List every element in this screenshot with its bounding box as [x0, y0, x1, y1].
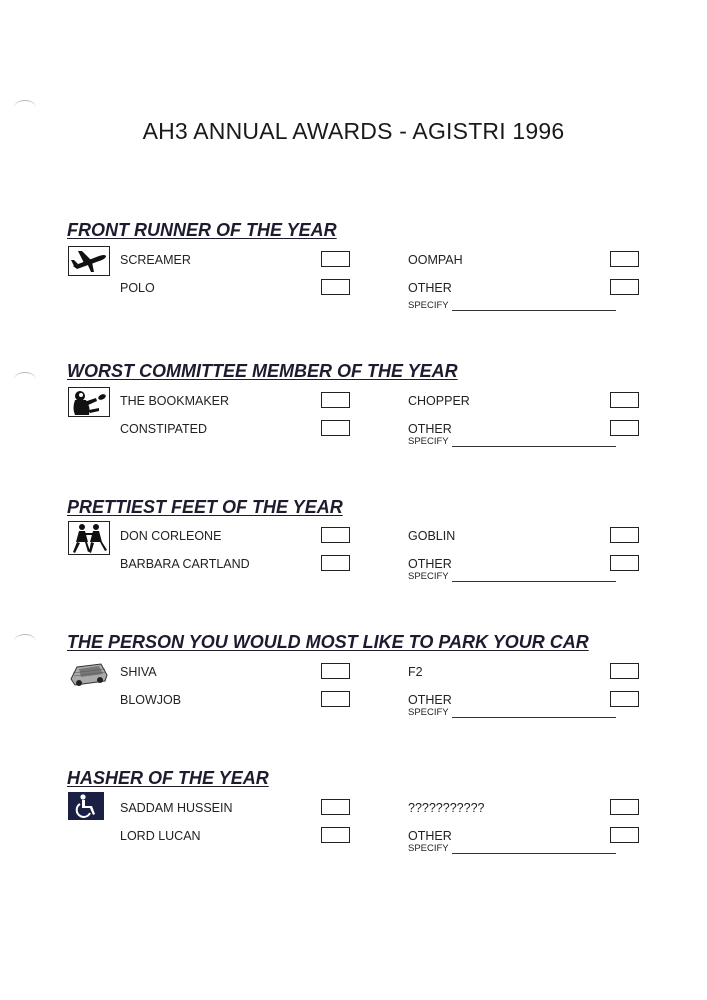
- award-section-prettiest-feet: [0, 497, 707, 627]
- football-player-icon: [68, 387, 110, 417]
- option-label: OTHER: [408, 829, 452, 843]
- specify-label: SPECIFY: [408, 843, 449, 854]
- specify-label: SPECIFY: [408, 436, 449, 447]
- option-label: CONSTIPATED: [120, 422, 208, 436]
- option-label: SADDAM HUSSEIN: [120, 801, 233, 815]
- vote-checkbox[interactable]: [610, 691, 639, 707]
- option-label: BLOWJOB: [120, 693, 182, 707]
- option-label: THE BOOKMAKER: [120, 394, 230, 408]
- vote-checkbox[interactable]: [321, 663, 350, 679]
- option-label: OTHER: [408, 693, 452, 707]
- specify-input-line[interactable]: [452, 446, 616, 447]
- award-section-hasher: [0, 768, 707, 898]
- vote-checkbox[interactable]: [610, 251, 639, 267]
- punch-hole: [14, 100, 36, 115]
- specify-input-line[interactable]: [452, 310, 616, 311]
- option-label: ???????????: [408, 801, 485, 815]
- option-label: SCREAMER: [120, 253, 191, 267]
- dancers-icon: [68, 521, 110, 555]
- option-label: GOBLIN: [408, 529, 456, 543]
- option-label: POLO: [120, 281, 155, 295]
- vote-checkbox[interactable]: [610, 279, 639, 295]
- vote-checkbox[interactable]: [321, 691, 350, 707]
- airplane-icon: [68, 246, 110, 276]
- vote-checkbox[interactable]: [610, 555, 639, 571]
- vote-checkbox[interactable]: [321, 251, 350, 267]
- vote-checkbox[interactable]: [321, 392, 350, 408]
- option-label: BARBARA CARTLAND: [120, 557, 250, 571]
- vote-checkbox[interactable]: [610, 392, 639, 408]
- option-label: LORD LUCAN: [120, 829, 201, 843]
- section-title: THE PERSON YOU WOULD MOST LIKE TO PARK YOUR CAR: [67, 632, 589, 652]
- wheelchair-icon: [68, 792, 104, 820]
- option-label: OTHER: [408, 422, 452, 436]
- vote-checkbox[interactable]: [610, 420, 639, 436]
- vote-checkbox[interactable]: [610, 527, 639, 543]
- vote-checkbox[interactable]: [321, 799, 350, 815]
- option-label: OOMPAH: [408, 253, 463, 267]
- vote-checkbox[interactable]: [321, 527, 350, 543]
- vote-checkbox[interactable]: [610, 799, 639, 815]
- vote-checkbox[interactable]: [321, 279, 350, 295]
- vote-checkbox[interactable]: [321, 555, 350, 571]
- specify-label: SPECIFY: [408, 300, 449, 311]
- specify-input-line[interactable]: [452, 581, 616, 582]
- vote-checkbox[interactable]: [610, 827, 639, 843]
- option-label: SHIVA: [120, 665, 157, 679]
- vote-checkbox[interactable]: [321, 420, 350, 436]
- specify-input-line[interactable]: [452, 853, 616, 854]
- car-icon: [68, 658, 110, 688]
- award-section-front-runner: [0, 220, 707, 350]
- specify-label: SPECIFY: [408, 571, 449, 582]
- option-label: OTHER: [408, 557, 452, 571]
- specify-label: SPECIFY: [408, 707, 449, 718]
- section-title: FRONT RUNNER OF THE YEAR: [67, 220, 337, 240]
- section-title: WORST COMMITTEE MEMBER OF THE YEAR: [67, 361, 458, 381]
- award-section-park-your-car: [0, 632, 707, 762]
- award-section-worst-committee: [0, 361, 707, 491]
- option-label: F2: [408, 665, 423, 679]
- vote-checkbox[interactable]: [321, 827, 350, 843]
- vote-checkbox[interactable]: [610, 663, 639, 679]
- section-title: PRETTIEST FEET OF THE YEAR: [67, 497, 343, 517]
- page-title: AH3 ANNUAL AWARDS - AGISTRI 1996: [142, 118, 565, 144]
- option-label: OTHER: [408, 281, 452, 295]
- option-label: DON CORLEONE: [120, 529, 222, 543]
- option-label: CHOPPER: [408, 394, 470, 408]
- specify-input-line[interactable]: [452, 717, 616, 718]
- section-title: HASHER OF THE YEAR: [67, 768, 269, 788]
